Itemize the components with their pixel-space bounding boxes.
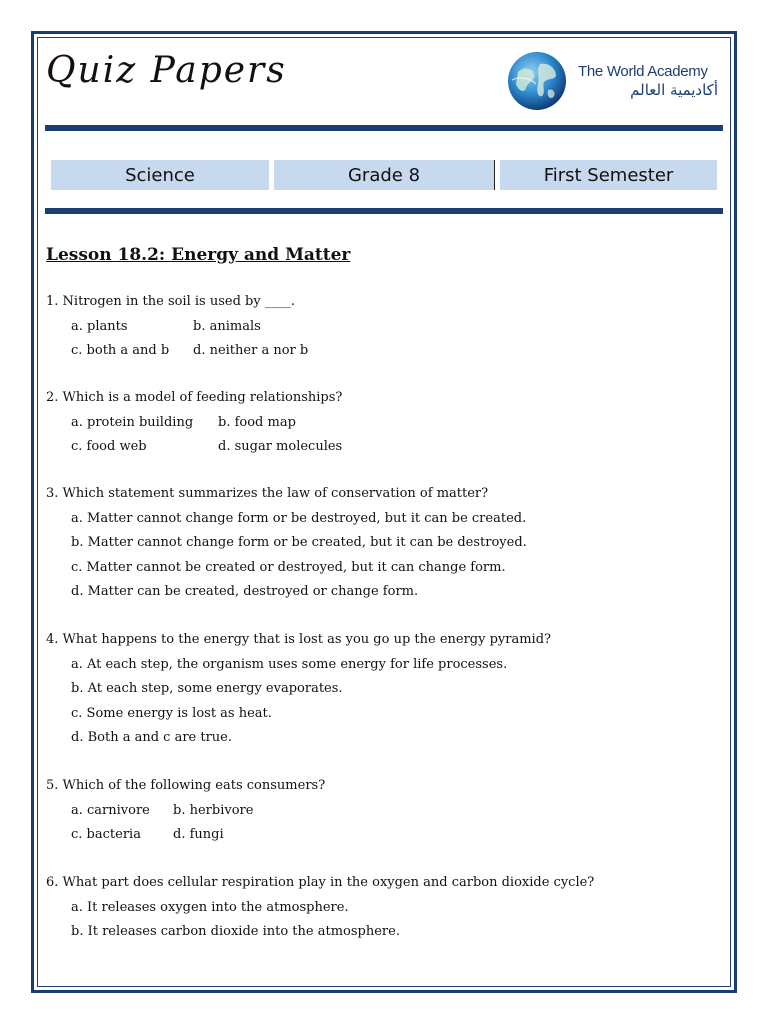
logo-arabic-text: أكاديمية العالم	[630, 81, 718, 99]
option-b: b. Matter cannot change form or be created, but it can be destroyed.	[71, 535, 527, 550]
brand-title: Quiz Papers	[46, 50, 287, 91]
option-a: a. protein building	[71, 414, 194, 430]
question-stem: 6. What part does cellular respiration play in the oxygen and carbon dioxide cycle?	[46, 875, 595, 890]
option-a: a. Matter cannot change form or be destroyed, but it can be created.	[71, 510, 527, 526]
option-c: c. both a and b	[71, 343, 170, 358]
option-a: a. plants	[71, 318, 128, 334]
question-1	[46, 290, 308, 364]
question-4	[46, 628, 551, 751]
option-a: a. carnivore	[71, 802, 150, 818]
lesson-title: Lesson 18.2: Energy and Matter	[46, 245, 351, 265]
option-row	[46, 435, 342, 460]
option-b: b. At each step, some energy evaporates.	[71, 681, 343, 696]
option-c: c. Matter cannot be created or destroyed, but it can change form.	[71, 559, 506, 575]
question-2	[46, 386, 342, 460]
question-stem: 4. What happens to the energy that is lost as you go up the energy pyramid?	[46, 632, 552, 647]
option-c: c. Some energy is lost as heat.	[71, 705, 272, 721]
option-b: b. food map	[218, 414, 296, 430]
info-divider	[45, 208, 723, 214]
option-a: a. It releases oxygen into the atmosphere.	[71, 899, 349, 915]
academy-logo	[506, 50, 716, 112]
semester-cell: First Semester	[500, 160, 717, 190]
question-stem: 5. Which of the following eats consumers?	[46, 778, 326, 793]
option-b: b. herbivore	[173, 802, 254, 818]
option-d: d. fungi	[173, 827, 224, 842]
subject-cell: Science	[51, 160, 269, 190]
option-d: d. sugar molecules	[218, 439, 343, 454]
question-3	[46, 482, 527, 605]
option-b: b. animals	[193, 318, 261, 334]
option-row	[46, 823, 325, 848]
globe-icon	[506, 50, 568, 112]
option-row	[46, 411, 342, 436]
option-row	[46, 799, 325, 824]
option-d: d. Both a and c are true.	[71, 730, 232, 745]
option-d: d. neither a nor b	[193, 343, 309, 358]
option-a: a. At each step, the organism uses some energy for life processes.	[71, 656, 508, 672]
logo-english-text: The World Academy	[578, 63, 708, 80]
option-b: b. It releases carbon dioxide into the atmosphere.	[71, 924, 400, 939]
question-stem: 1. Nitrogen in the soil is used by ____.	[46, 294, 295, 309]
course-info-bar	[51, 160, 717, 190]
option-c: c. food web	[71, 439, 147, 454]
question-stem: 2. Which is a model of feeding relationships?	[46, 390, 343, 405]
option-c: c. bacteria	[71, 827, 141, 842]
option-row	[46, 315, 308, 340]
grade-cell: Grade 8	[274, 160, 495, 190]
question-stem: 3. Which statement summarizes the law of conservation of matter?	[46, 486, 489, 501]
question-6	[46, 871, 594, 945]
question-5	[46, 774, 325, 848]
option-row	[46, 339, 308, 364]
header-divider	[45, 125, 723, 131]
option-d: d. Matter can be created, destroyed or change form.	[71, 584, 419, 599]
